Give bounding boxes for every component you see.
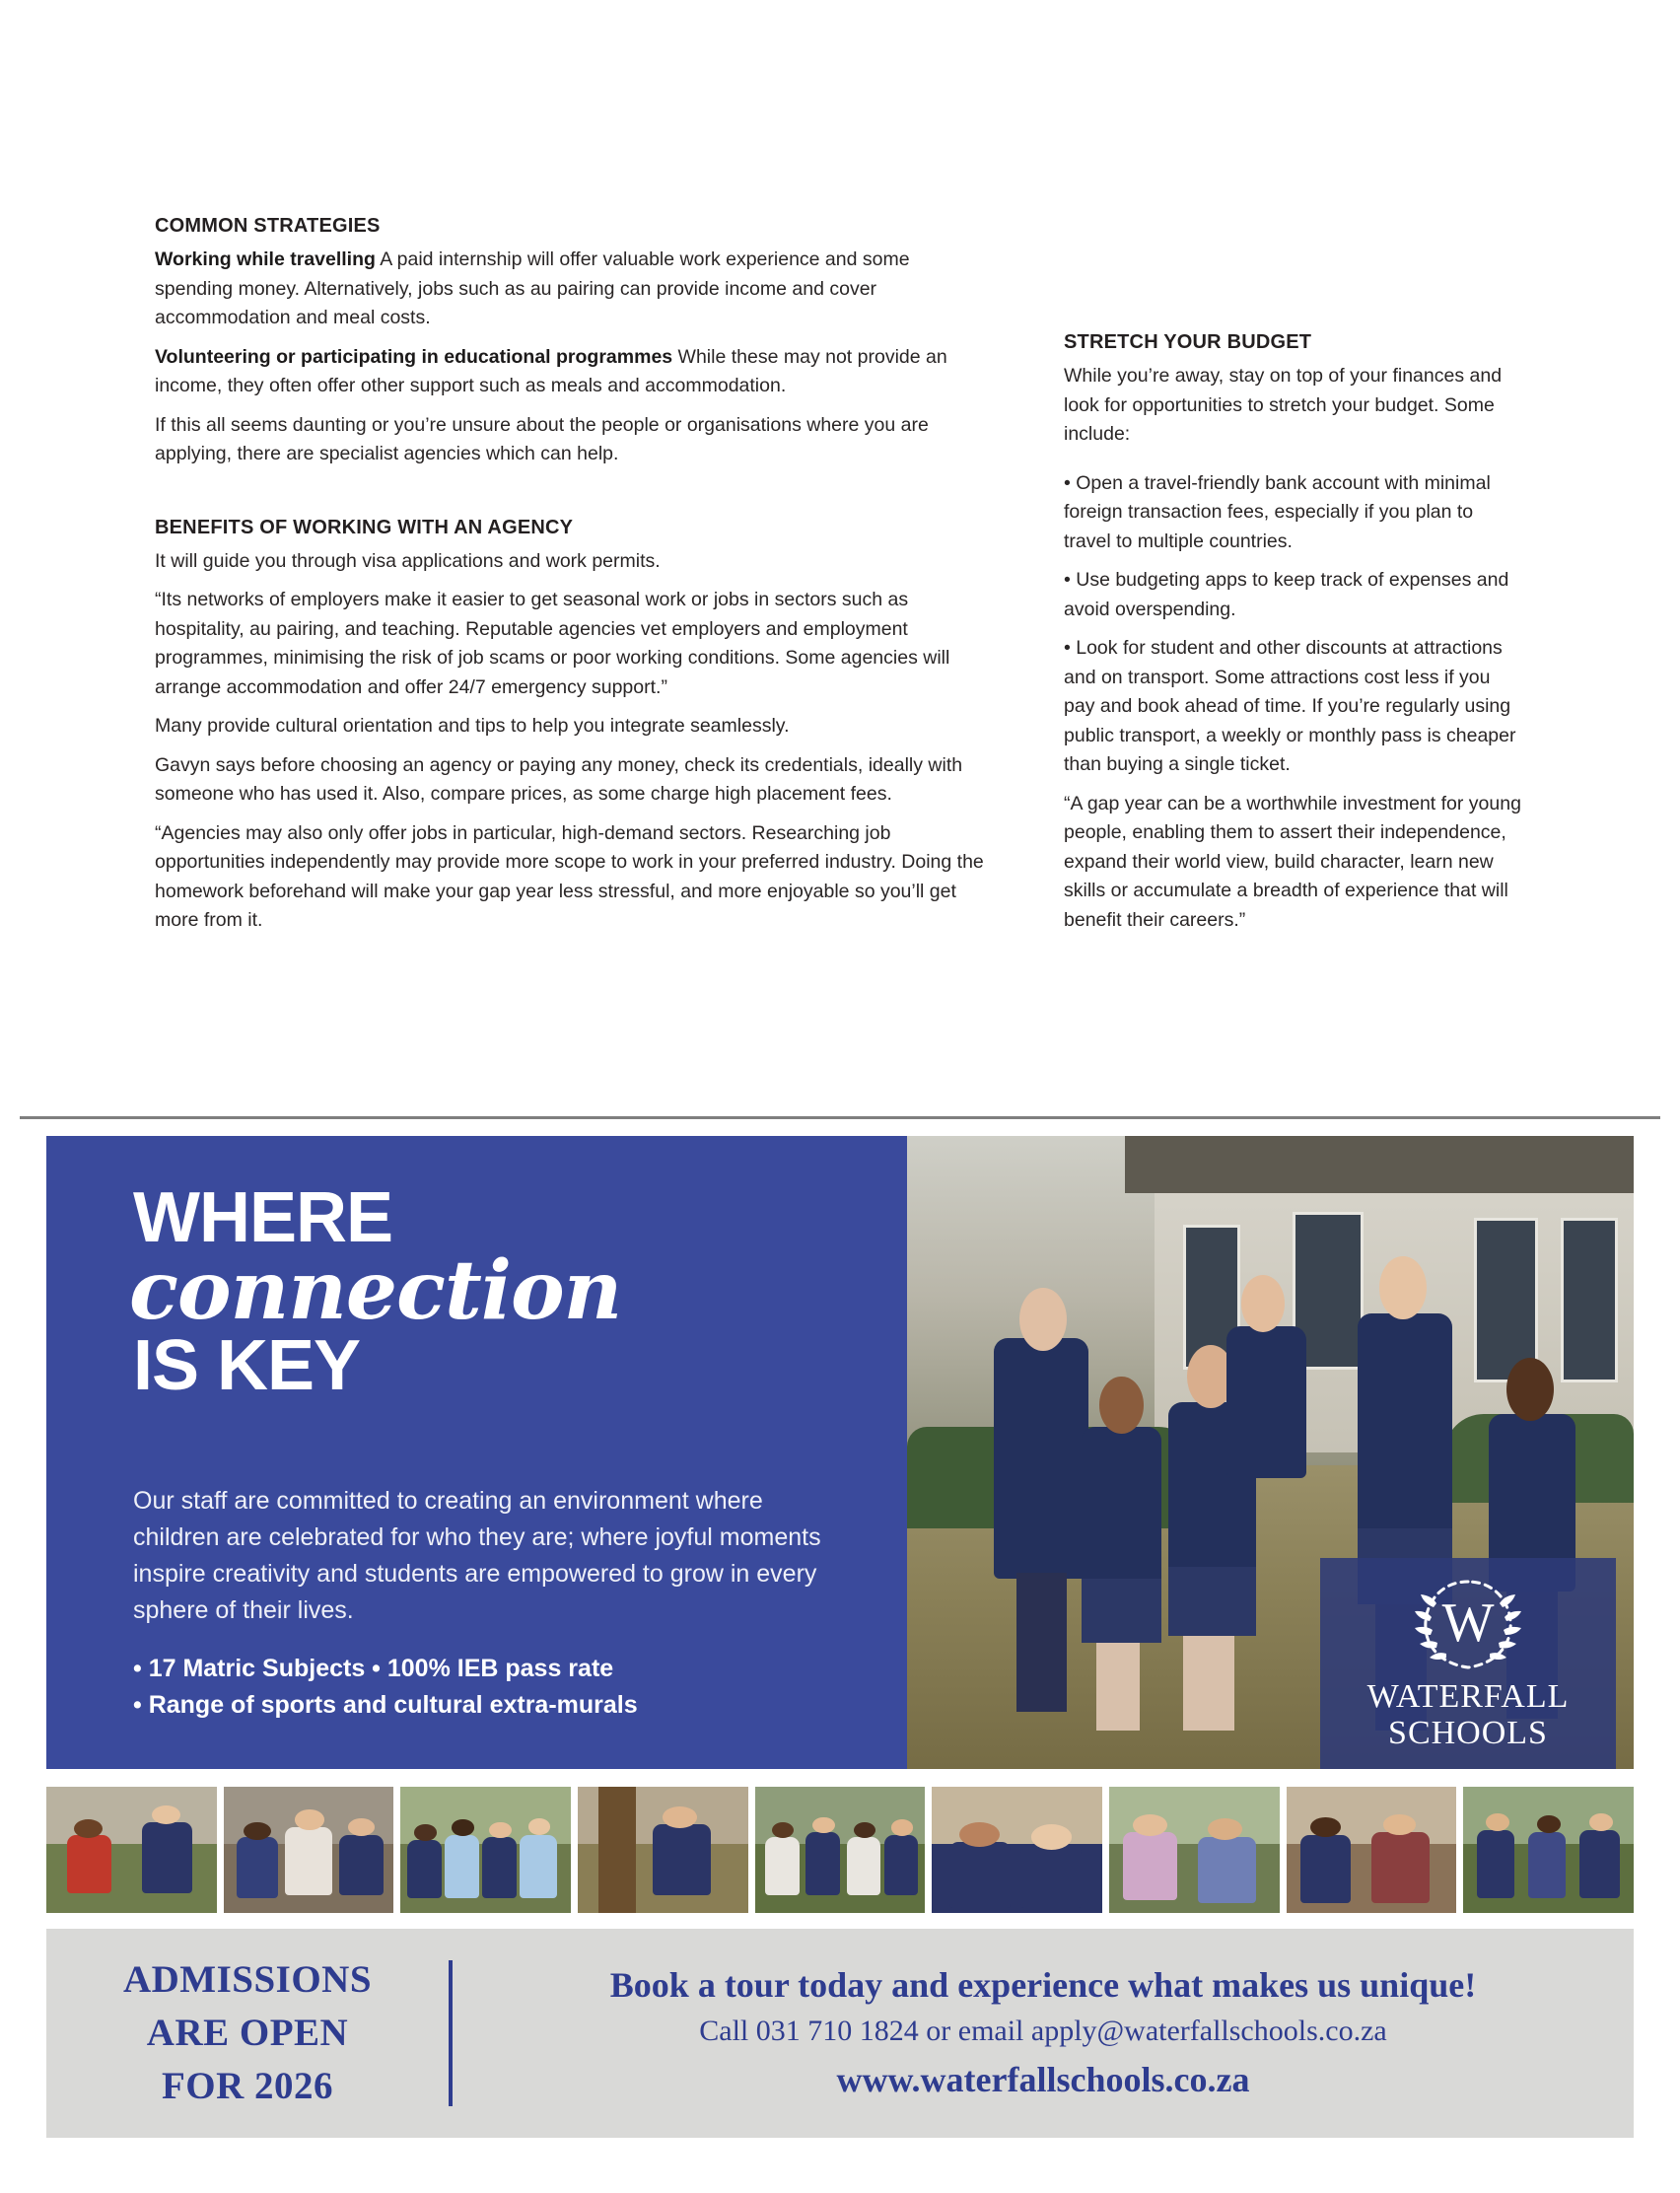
- thumbnail-group-field: [755, 1787, 926, 1913]
- photo-student-girl-small: [1082, 1427, 1161, 1592]
- photo-student-legs: [1096, 1643, 1140, 1732]
- ad-headline: [129, 1178, 863, 1405]
- book-a-tour-headline: Book a tour today and experience what makes us unique!: [609, 1965, 1477, 2005]
- thumb-figure: [339, 1835, 384, 1895]
- thumb-figure-head: [295, 1809, 323, 1829]
- thumb-figure: [949, 1842, 1011, 1908]
- photo-student-skirt: [1168, 1567, 1255, 1637]
- paragraph-volunteering: [155, 343, 988, 401]
- thumb-figure-head: [489, 1822, 511, 1839]
- thumb-figure: [1300, 1835, 1352, 1903]
- thumb-figure-head: [414, 1824, 436, 1841]
- photo-student-head: [1099, 1377, 1143, 1434]
- admissions-line-1: ADMISSIONS: [122, 1958, 373, 2001]
- paragraph-specialist-agencies: If this all seems daunting or you’re unsure about the people or organisations where you are applying, there are specialist agencies which can help.: [155, 413, 929, 464]
- photo-student-head: [1019, 1288, 1067, 1351]
- article-right-column: [1064, 329, 1522, 945]
- headline-line-2-script: connection: [129, 1243, 622, 1338]
- photo-student-head: [1241, 1275, 1285, 1332]
- paragraph-cultural-orientation: Many provide cultural orientation and tips to help you integrate seamlessly.: [155, 715, 790, 737]
- admissions-block: [46, 1953, 449, 2113]
- photo-staff-member: [1358, 1313, 1452, 1541]
- paragraph-researching-independently: “Agencies may also only offer jobs in particular, high-demand sectors. Researching job opportunities independently may provide more scope to work in your preferred industry. Doing the homework beforehand will make your gap year less stressful, and more enjoyable so you’ll get more from it.: [155, 821, 984, 931]
- contact-phone-and-email[interactable]: Call 031 710 1824 or email apply@waterfallschools.co.za: [699, 2015, 1387, 2047]
- section-heading-stretch-your-budget: STRETCH YOUR BUDGET: [1064, 331, 1312, 353]
- thumb-figure-head: [1589, 1813, 1613, 1831]
- paragraph-check-credentials: Gavyn says before choosing an agency or paying any money, check its credentials, ideally with someone who has used it. Also, compare prices, as some charge high placement fees.: [155, 753, 963, 805]
- photo-staff-head: [1379, 1256, 1427, 1319]
- thumb-figure-head: [452, 1819, 473, 1836]
- website-url[interactable]: www.waterfallschools.co.za: [836, 2060, 1250, 2099]
- thumb-figure-head: [891, 1819, 913, 1836]
- thumb-figure: [142, 1822, 193, 1893]
- paragraph-working-while-travelling: [155, 246, 988, 333]
- photo-student-girl-upper: [1226, 1326, 1306, 1478]
- bullet-budgeting-apps: • Use budgeting apps to keep track of expenses and avoid overspending.: [1064, 569, 1509, 620]
- article-left-column: [155, 213, 988, 946]
- thumb-figure: [237, 1837, 277, 1897]
- thumb-figure: [520, 1835, 557, 1898]
- thumb-figure: [1477, 1830, 1514, 1898]
- logo-name-line-1: WATERFALL: [1366, 1678, 1570, 1715]
- thumb-figure: [1198, 1837, 1256, 1903]
- bullet-travel-friendly-bank-account: • Open a travel-friendly bank account with minimal foreign transaction fees, especially if you plan to travel to multiple countries.: [1064, 471, 1491, 552]
- laurel-wreath-icon: [1406, 1572, 1530, 1674]
- thumbnail-playground-swing: [46, 1787, 217, 1913]
- thumb-figure: [805, 1832, 840, 1895]
- thumb-figure: [847, 1837, 881, 1895]
- thumb-figure: [407, 1840, 442, 1898]
- advertisement-region: [20, 1116, 1660, 2163]
- paragraph-visa-guidance: It will guide you through visa applications and work permits.: [155, 549, 661, 572]
- thumb-figure: [1020, 1845, 1082, 1908]
- ad-bullet-line-2: • Range of sports and cultural extra-murals: [133, 1691, 638, 1719]
- thumbnail-sports-team: [400, 1787, 571, 1913]
- thumb-figure: [67, 1835, 111, 1893]
- thumbnail-classroom-reading: [224, 1787, 394, 1913]
- thumbnail-running-sports: [1463, 1787, 1634, 1913]
- thumbnail-colour-run: [1109, 1787, 1280, 1913]
- ad-hero: [46, 1136, 1634, 1769]
- thumb-figure-head: [1310, 1817, 1341, 1837]
- thumb-figure-head: [528, 1818, 550, 1835]
- lead-in-volunteering: Volunteering or participating in educational programmes: [155, 345, 673, 368]
- thumb-figure-head: [244, 1822, 271, 1840]
- thumb-figure: [765, 1837, 800, 1895]
- ad-feature-bullets: [133, 1651, 853, 1724]
- admissions-line-3: FOR 2026: [161, 2065, 334, 2107]
- paragraph-agency-networks-quote: “Its networks of employers make it easier to get seasonal work or jobs in sectors such as hospitality, au pairing, and teaching. Reputable agencies vet employers and employment programmes, minimising the risk of job scams or poor working conditions. Some agencies will arrange accommodation and offer 24/7 emergency support.”: [155, 589, 950, 698]
- section-heading-benefits-of-agency: BENEFITS OF WORKING WITH AN AGENCY: [155, 516, 574, 538]
- paragraph-budget-intro: While you’re away, stay on top of your finances and look for opportunities to stretch your budget. Some include:: [1064, 365, 1503, 445]
- thumbnail-students-smiling: [932, 1787, 1102, 1913]
- waterfall-schools-logo: [1320, 1558, 1616, 1769]
- ad-top-rule: [20, 1116, 1660, 1119]
- photo-student-head: [1506, 1358, 1554, 1421]
- headline-line-3: IS KEY: [133, 1326, 361, 1405]
- thumb-figure: [1528, 1832, 1566, 1898]
- ad-hero-photograph: [907, 1136, 1634, 1769]
- photo-roof: [1125, 1136, 1634, 1193]
- ad-bullet-line-1: • 17 Matric Subjects • 100% IEB pass rate: [133, 1655, 614, 1682]
- headline-line-1: WHERE: [133, 1178, 392, 1257]
- thumb-figure-head: [663, 1806, 697, 1828]
- thumb-figure: [1579, 1830, 1620, 1898]
- thumb-figure: [285, 1827, 332, 1895]
- thumb-figure: [445, 1835, 479, 1898]
- paragraph-body: While these may not provide an income, they often offer other support such as meals and accommodation.: [155, 345, 947, 396]
- ad-body-copy: Our staff are committed to creating an environment where children are celebrated for who they are; where joyful moments inspire creativity and students are empowered to grow in every sphere of their lives.: [133, 1487, 821, 1624]
- svg-text:W: W: [1441, 1592, 1495, 1654]
- paragraph-gap-year-closing-quote: “A gap year can be a worthwhile investment for young people, enabling them to assert their independence, expand their world view, build character, learn new skills or accumulate a breadth of experience that will benefit their careers.”: [1064, 792, 1521, 931]
- thumb-figure-head: [812, 1817, 834, 1834]
- thumb-tree-trunk: [598, 1787, 636, 1913]
- thumb-figure-head: [1208, 1818, 1242, 1840]
- thumb-figure: [653, 1824, 711, 1895]
- photo-student-legs: [1183, 1636, 1234, 1731]
- thumb-figure-head: [1383, 1814, 1416, 1834]
- thumb-figure-head: [1133, 1814, 1167, 1836]
- photo-student-skirt: [1082, 1579, 1161, 1642]
- thumbnail-outdoor-tree: [578, 1787, 748, 1913]
- thumb-figure: [884, 1835, 919, 1895]
- thumb-figure: [1371, 1832, 1430, 1903]
- photo-student-senior-boy: [994, 1338, 1088, 1579]
- bullet-student-discounts: • Look for student and other discounts at attractions and on transport. Some attractions cost less if you pay and book ahead of time. If you’re regularly using public transport, a weekly or monthly pass is cheaper than buying a single ticket.: [1064, 637, 1516, 775]
- photo-window: [1561, 1218, 1618, 1382]
- thumb-figure-head: [1486, 1813, 1509, 1831]
- thumb-figure: [482, 1837, 517, 1897]
- contact-block: [453, 1961, 1634, 2105]
- paragraph-body: A paid internship will offer valuable work experience and some spending money. Alternatively, jobs such as au pairing can provide income and cover accommodation and meal costs.: [155, 248, 910, 328]
- logo-name-line-2: SCHOOLS: [1388, 1715, 1548, 1751]
- thumb-figure-head: [1031, 1824, 1072, 1850]
- thumb-figure-head: [348, 1818, 376, 1836]
- ad-photo-thumbnail-strip: [46, 1787, 1634, 1913]
- section-heading-common-strategies: COMMON STRATEGIES: [155, 215, 381, 237]
- thumbnail-library-reading: [1287, 1787, 1457, 1913]
- ad-footer-bar: [46, 1929, 1634, 2138]
- admissions-line-2: ARE OPEN: [146, 2012, 349, 2054]
- photo-student-legs: [1016, 1573, 1068, 1712]
- thumb-figure: [1123, 1832, 1177, 1900]
- ad-blue-panel: [46, 1136, 907, 1769]
- lead-in-working-while-travelling: Working while travelling: [155, 248, 376, 270]
